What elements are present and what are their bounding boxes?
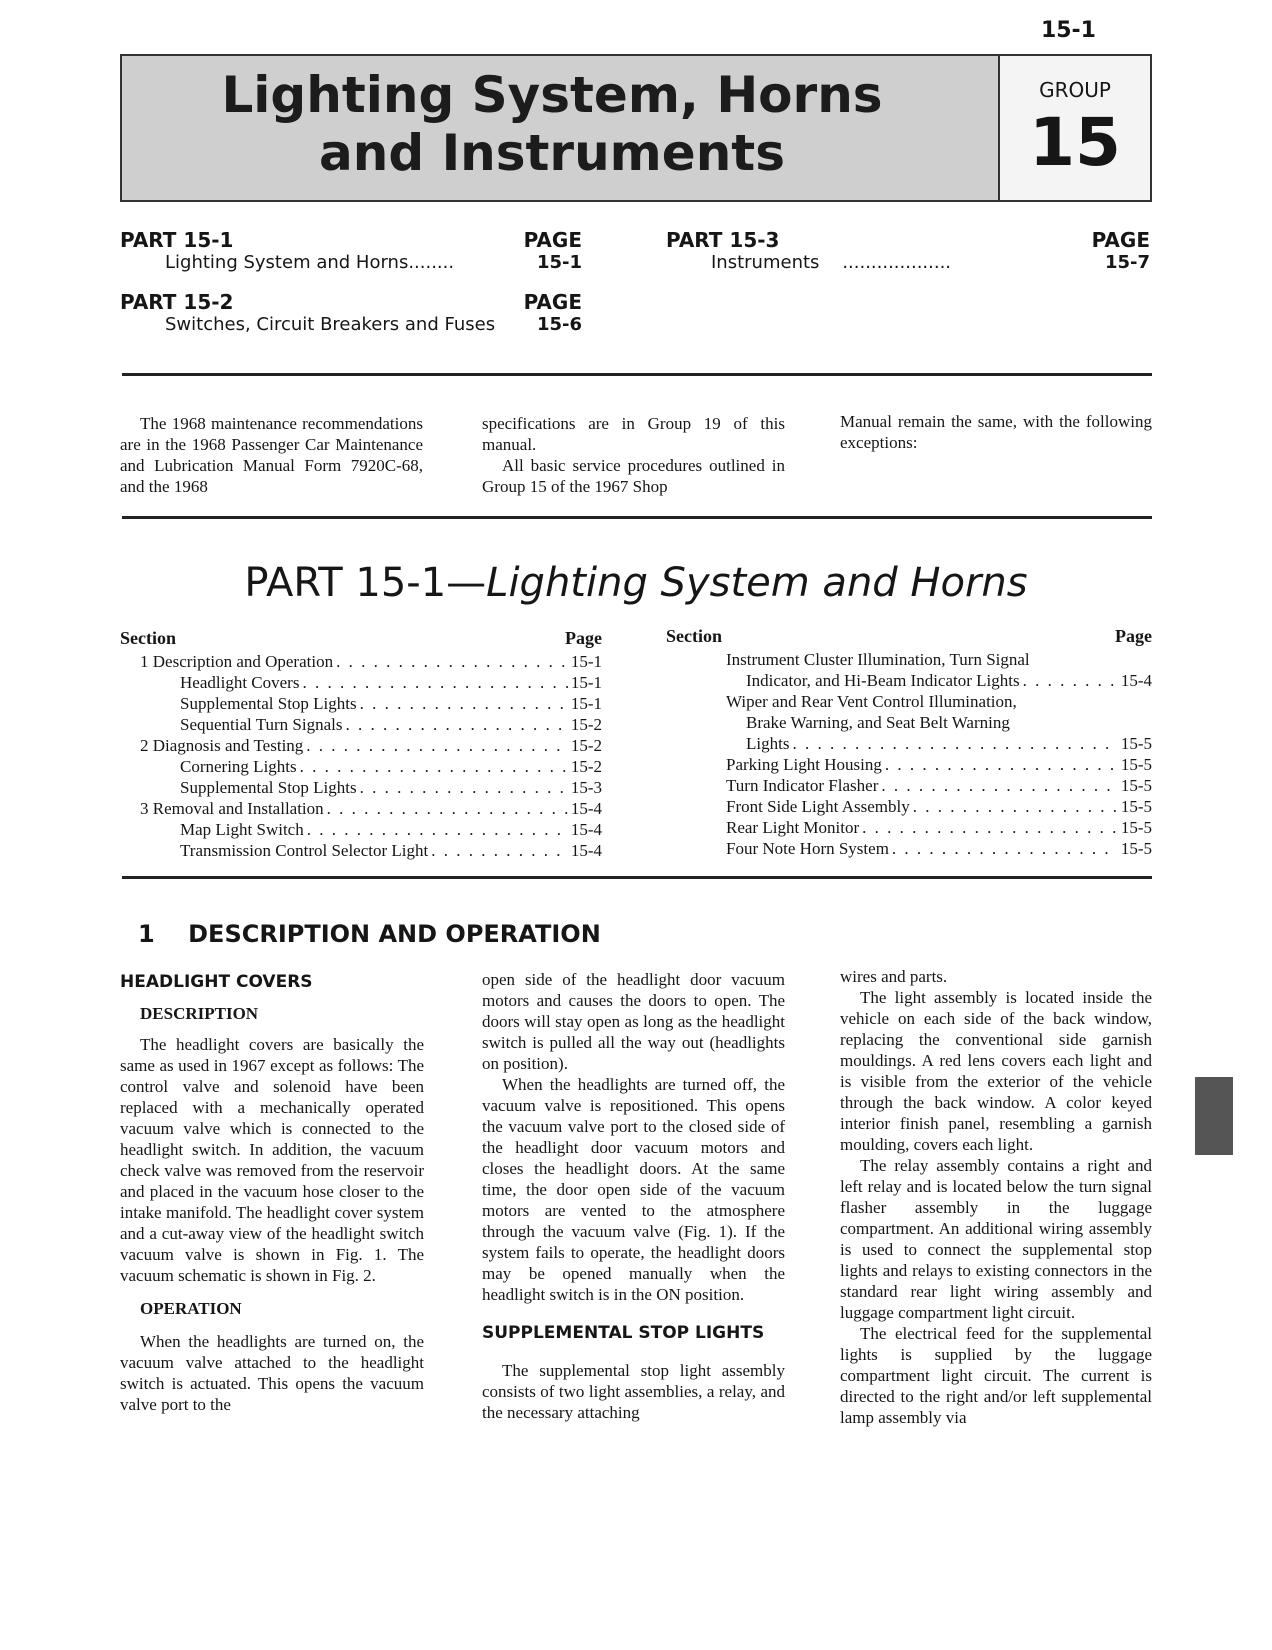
body-paragraph: The light assembly is located inside the vehicle on each side of the back window, replacing the conventional side garnish mouldings. A red lens covers each light and is visible from the exterior of the vehicle through the back window. A color keyed interior finish panel, resembling a garnish moulding, covers each light.: [840, 988, 1152, 1154]
toc-right-list: [666, 754, 1152, 859]
divider-rule: [122, 516, 1152, 519]
toc-entry: Map Light Switch . . . 15-4: [120, 819, 602, 840]
operation-heading: OPERATION: [140, 1299, 242, 1318]
intro-paragraph-4: Manual remain the same, with the following exceptions:: [840, 412, 1152, 452]
body-column-2: [482, 969, 785, 1423]
part-1-page: 15-1: [536, 252, 582, 273]
toc-left-list: [120, 651, 602, 861]
toc-entry-line: Brake Warning, and Seat Belt Warning: [746, 713, 1010, 732]
body-paragraph: The relay assembly contains a right and left relay and is located below the turn signal flasher assembly in the luggage compartment. An additional wiring assembly is used to connect the supplemental stop lights and relays to existing connectors in the standard rear light wiring assembly and luggage compartment light circuit.: [840, 1156, 1152, 1322]
part-1-page-label: PAGE: [523, 228, 582, 252]
toc-page-label: Page: [565, 628, 602, 648]
toc-entry: Lights . . . 15-5: [666, 733, 1152, 754]
toc-right: [666, 626, 1152, 859]
toc-entry: Headlight Covers . . . 15-1: [120, 672, 602, 693]
part-3-page: 15-7: [1104, 252, 1150, 273]
intro-column-2: [482, 413, 785, 497]
toc-entry: Sequential Turn Signals . . . 15-2: [120, 714, 602, 735]
part-title-name: Lighting System and Horns: [486, 560, 1028, 606]
toc-entry: 2 Diagnosis and Testing . . . 15-2: [120, 735, 602, 756]
toc-entry-line: Instrument Cluster Illumination, Turn Signal: [726, 650, 1030, 669]
toc-entry: Transmission Control Selector Light . . . 15-4: [120, 840, 602, 861]
toc-left: [120, 628, 602, 861]
section-title: DESCRIPTION AND OPERATION: [188, 920, 601, 948]
toc-entry: 3 Removal and Installation . . . 15-4: [120, 798, 602, 819]
body-paragraph: When the headlights are turned off, the vacuum valve is repositioned. This opens the vacuum valve port to the closed side of the headlight door vacuum motors and closes the headlight doors. At the same time, the door open side of the vacuum motors are vented to the atmosphere through the vacuum valve (Fig. 1). If the system fails to operate, the headlight doors may be opened manually when the headlight switch is in the ON position.: [482, 1075, 785, 1304]
section-thumb-tab: [1195, 1077, 1233, 1155]
part-1-heading: PART 15-1: [120, 228, 234, 252]
toc-entry-line: Wiper and Rear Vent Control Illumination,: [726, 692, 1017, 711]
body-paragraph: The supplemental stop light assembly consists of two light assemblies, a relay, and the necessary attaching: [482, 1361, 785, 1422]
toc-section-label: Section: [120, 628, 176, 648]
toc-entry: Four Note Horn System . . . 15-5: [666, 838, 1152, 859]
group-box: [998, 56, 1150, 200]
intro-paragraph-2: specifications are in Group 19 of this manual.: [482, 414, 785, 454]
section-number: 1: [138, 920, 155, 948]
operation-paragraph: When the headlights are turned on, the vacuum valve attached to the headlight switch is actuated. This opens the vacuum valve port to the: [120, 1332, 424, 1414]
contents-part-2: [120, 290, 582, 335]
body-column-3: [840, 966, 1152, 1428]
toc-entry: Cornering Lights . . . 15-2: [120, 756, 602, 777]
description-heading: DESCRIPTION: [140, 1004, 259, 1023]
toc-entry: Supplemental Stop Lights . . . 15-3: [120, 777, 602, 798]
divider-rule: [122, 373, 1152, 376]
intro-column-1: [120, 413, 423, 497]
chapter-title: [122, 66, 982, 182]
toc-section-label: Section: [666, 626, 722, 646]
part-1-dots: ........: [408, 252, 455, 273]
chapter-title-line-2: and Instruments: [319, 124, 785, 182]
part-2-title: Switches, Circuit Breakers and Fuses: [165, 314, 496, 335]
page-number: 15-1: [1040, 18, 1096, 43]
body-paragraph: The electrical feed for the supplemental lights is supplied by the luggage compartment light circuit. The current is directed to the right and/or left supplemental lamp assembly via: [840, 1324, 1152, 1427]
chapter-title-line-1: Lighting System, Horns: [221, 66, 883, 124]
contents-part-1: [120, 228, 582, 273]
body-paragraph: wires and parts.: [840, 967, 948, 986]
body-paragraph: open side of the headlight door vacuum motors and causes the doors to open. The doors will stay open as long as the headlight switch is pulled all the way out (headlights on position).: [482, 970, 785, 1073]
part-2-page-label: PAGE: [523, 290, 582, 314]
intro-paragraph-1: The 1968 maintenance recommendations are in the 1968 Passenger Car Maintenance and Lubrication Manual Form 7920C-68, and the 1968: [120, 414, 423, 496]
contents-part-3: [666, 228, 1150, 273]
part-title-prefix: PART 15-1—: [244, 560, 487, 606]
supplemental-stop-lights-heading: SUPPLEMENTAL STOP LIGHTS: [482, 1323, 765, 1343]
title-banner: [120, 54, 1152, 202]
part-3-heading: PART 15-3: [666, 228, 780, 252]
body-column-1: [120, 972, 424, 1415]
toc-entry: Indicator, and Hi-Beam Indicator Lights . . . 15-4: [666, 670, 1152, 691]
part-1-title: Lighting System and Horns: [165, 252, 409, 273]
divider-rule: [122, 876, 1152, 879]
part-3-title: Instruments: [711, 252, 820, 273]
description-paragraph: The headlight covers are basically the same as used in 1967 except as follows: The control valve and solenoid have been replaced with a mechanically operated vacuum valve which is connected to the headlight switch. In addition, the vacuum check valve was removed from the reservoir and placed in the vacuum hose closer to the intake manifold. The headlight cover system and a cut-away view of the headlight switch vacuum valve is shown in Fig. 1. The vacuum schematic is shown in Fig. 2.: [120, 1035, 424, 1285]
group-label: GROUP: [1039, 78, 1111, 102]
part-2-heading: PART 15-2: [120, 290, 234, 314]
part-3-dots: ...................: [842, 252, 952, 273]
part-2-page: 15-6: [536, 314, 582, 335]
toc-entry: Supplemental Stop Lights . . . 15-1: [120, 693, 602, 714]
toc-entry: Parking Light Housing . . . 15-5: [666, 754, 1152, 775]
headlight-covers-heading: HEADLIGHT COVERS: [120, 972, 313, 992]
toc-entry: Turn Indicator Flasher . . . 15-5: [666, 775, 1152, 796]
toc-entry: Rear Light Monitor . . . 15-5: [666, 817, 1152, 838]
section-1-title: [138, 920, 601, 948]
part-title: [0, 560, 1272, 606]
intro-column-3: [840, 411, 1152, 453]
intro-paragraph-3: All basic service procedures outlined in Group 15 of the 1967 Shop: [482, 456, 785, 496]
group-number: 15: [1029, 104, 1121, 181]
toc-entry: Front Side Light Assembly . . . 15-5: [666, 796, 1152, 817]
toc-page-label: Page: [1115, 626, 1152, 646]
toc-entry: 1 Description and Operation . . . 15-1: [120, 651, 602, 672]
part-3-page-label: PAGE: [1091, 228, 1150, 252]
